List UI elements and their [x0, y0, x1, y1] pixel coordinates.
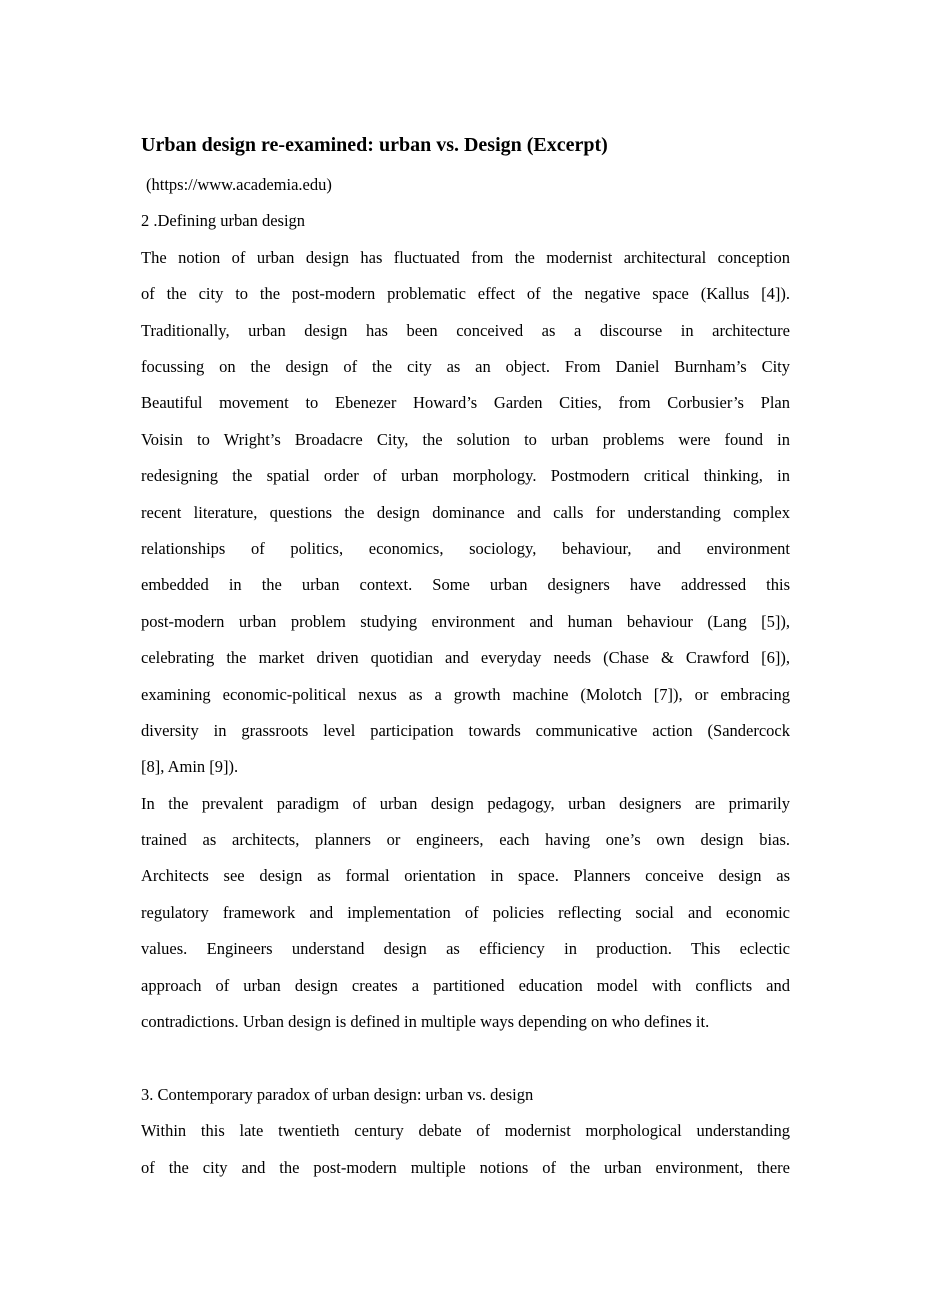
text-line: of the city to the post-modern problematic effect of the negative space (Kallus [4]).	[141, 284, 790, 304]
text-line: In the prevalent paradigm of urban design pedagogy, urban designers are primarily	[141, 793, 790, 813]
text-line: celebrating the market driven quotidian and everyday needs (Chase & Crawford [6]),	[141, 648, 790, 668]
text-line: Traditionally, urban design has been conceived as a discourse in architecture	[141, 320, 790, 340]
text-line: post-modern urban problem studying environment and human behaviour (Lang [5]),	[141, 611, 790, 631]
section-3-heading: 3. Contemporary paradox of urban design: urban vs. design	[141, 1084, 534, 1104]
text-line: The notion of urban design has fluctuated from the modernist architectural conception	[141, 247, 790, 267]
text-line: regulatory framework and implementation of policies reflecting social and economic	[141, 902, 790, 922]
text-line: recent literature, questions the design dominance and calls for understanding complex	[141, 502, 790, 522]
text-line: redesigning the spatial order of urban morphology. Postmodern critical thinking, in	[141, 466, 790, 486]
blank-line	[141, 1040, 790, 1076]
text-line: contradictions. Urban design is defined in multiple ways depending on who defines it.	[141, 1012, 710, 1032]
section-2-heading: 2 .Defining urban design	[141, 211, 306, 231]
text-line: approach of urban design creates a partitioned education model with conflicts and	[141, 975, 790, 995]
text-line: Voisin to Wright’s Broadacre City, the solution to urban problems were found in	[141, 429, 790, 449]
text-line: Beautiful movement to Ebenezer Howard’s Garden Cities, from Corbusier’s Plan	[141, 393, 790, 413]
text-line: relationships of politics, economics, sociology, behaviour, and environment	[141, 538, 790, 558]
text-line: values. Engineers understand design as efficiency in production. This eclectic	[141, 939, 790, 959]
text-line: examining economic-political nexus as a growth machine (Molotch [7]), or embracing	[141, 684, 790, 704]
text-line: of the city and the post-modern multiple notions of the urban environment, there	[141, 1157, 790, 1177]
source-url: (https://www.academia.edu)	[146, 175, 332, 194]
paragraph-defining-urban-design-2	[141, 786, 790, 1041]
text-line: focussing on the design of the city as an object. From Daniel Burnham’s City	[141, 356, 790, 376]
text-line: trained as architects, planners or engineers, each having one’s own design bias.	[141, 830, 790, 850]
text-line: Within this late twentieth century debate of modernist morphological understanding	[141, 1121, 790, 1141]
text-line: Architects see design as formal orientation in space. Planners conceive design as	[141, 866, 790, 886]
paragraph-contemporary-paradox	[141, 1113, 790, 1186]
paragraph-defining-urban-design-1	[141, 240, 790, 786]
text-line: diversity in grassroots level participation towards communicative action (Sandercock	[141, 720, 790, 740]
text-line: embedded in the urban context. Some urban designers have addressed this	[141, 575, 790, 595]
text-line: [8], Amin [9]).	[141, 757, 239, 777]
document-title: Urban design re-examined: urban vs. Design (Excerpt)	[141, 134, 608, 156]
